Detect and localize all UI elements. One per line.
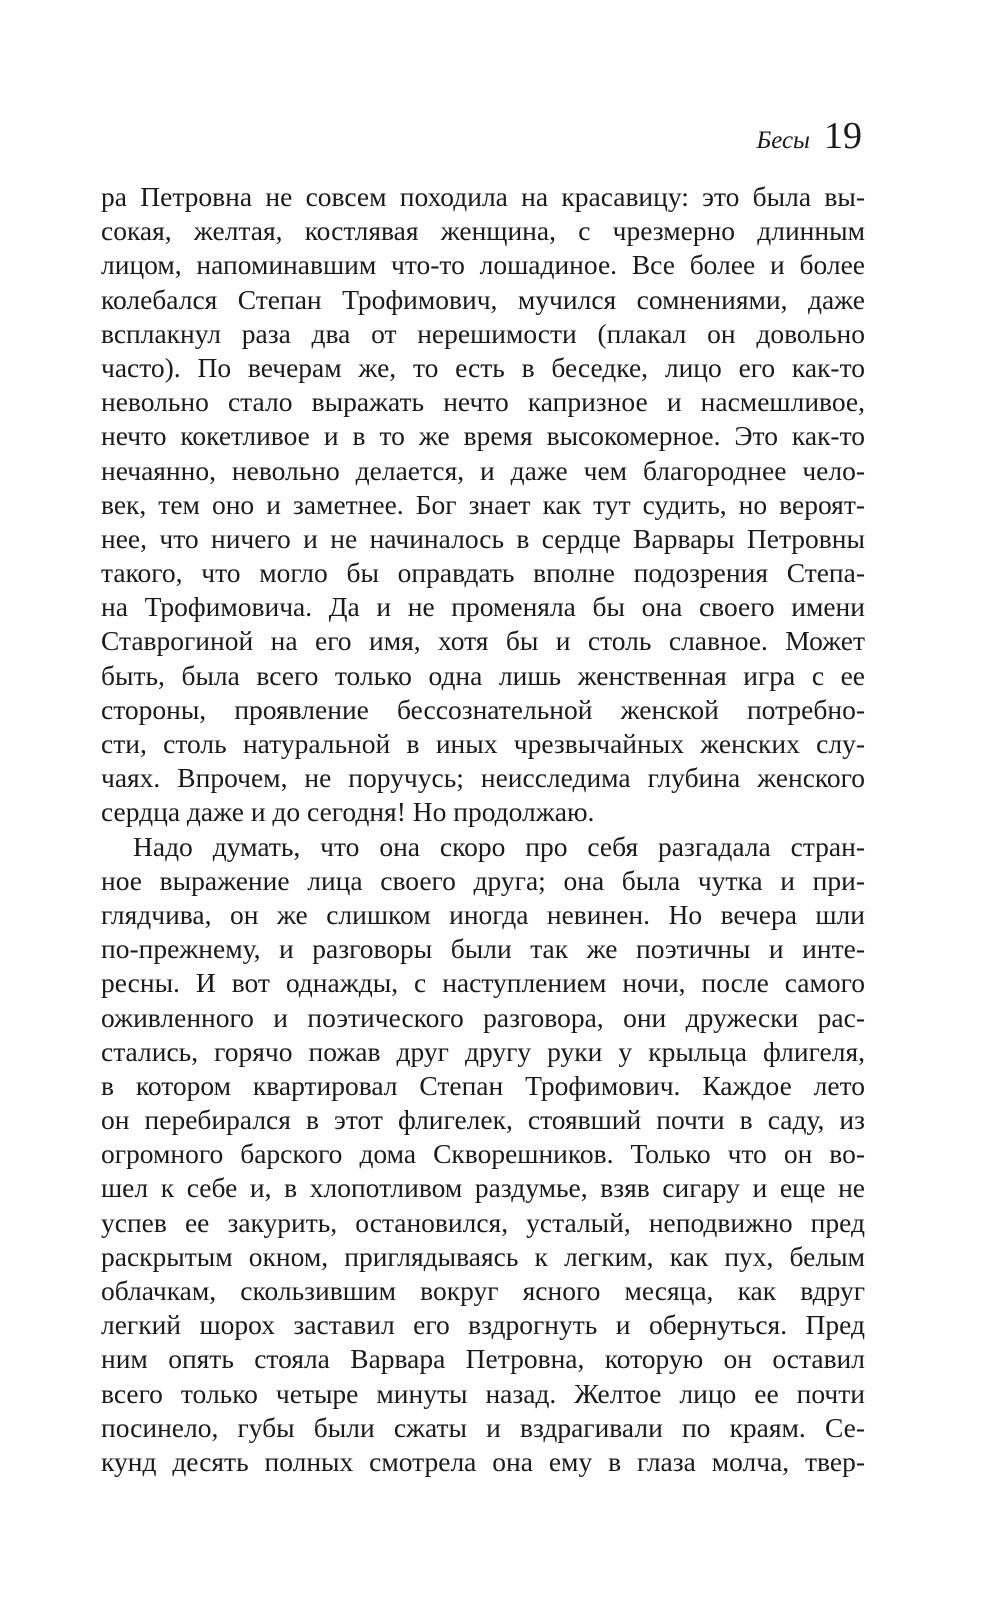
text-line: по-прежнему, и разговоры были так же поэтичны и инте- bbox=[101, 933, 865, 965]
text-line: успев ее закурить, остановился, усталый, неподвижно пред bbox=[101, 1206, 865, 1238]
text-line: часто). По вечерам же, то есть в беседке, лицо его как-то bbox=[101, 351, 865, 383]
text-line: век, тем оно и заметнее. Бог знает как тут судить, но вероят- bbox=[101, 488, 865, 520]
text-line: сокая, желтая, костлявая женщина, с чрезмерно длинным bbox=[101, 215, 865, 247]
text-line: сердца даже и до сегодня! Но продолжаю. bbox=[101, 796, 595, 828]
text-line: ра Петровна не совсем походила на красавицу: это была вы- bbox=[101, 181, 865, 212]
text-line: сти, столь натуральной в иных чрезвычайных женских слу- bbox=[101, 728, 865, 759]
running-head bbox=[756, 114, 862, 158]
text-line: чаях. Впрочем, не поручусь; неисследима глубина женского bbox=[101, 762, 865, 794]
text-line: кунд десять полных смотрела она ему в глаза молча, твер- bbox=[101, 1445, 865, 1477]
text-line: огромного барского дома Скворешников. Только что он во- bbox=[101, 1138, 865, 1170]
body-text bbox=[101, 180, 865, 1479]
paragraph-1 bbox=[101, 180, 865, 830]
text-line: нечаянно, невольно делается, и даже чем благороднее чело- bbox=[101, 454, 865, 486]
text-line: ное выражение лица своего друга; она была чутка и при- bbox=[101, 864, 865, 896]
paragraph-2 bbox=[101, 830, 865, 1480]
text-line: Ставрогиной на его имя, хотя бы и столь славное. Может bbox=[101, 625, 865, 657]
text-line: он перебирался в этот флигелек, стоявший почти в саду, из bbox=[101, 1104, 865, 1136]
text-line: шел к себе и, в хлопотливом раздумье, взяв сигару и еще не bbox=[101, 1172, 865, 1204]
text-line: такого, что могло бы оправдать вполне подозрения Степа- bbox=[101, 557, 865, 589]
text-line: невольно стало выражать нечто капризное и насмешливое, bbox=[101, 386, 865, 418]
text-line: посинело, губы были сжаты и вздрагивали по краям. Се- bbox=[101, 1411, 865, 1443]
text-line: в котором квартировал Степан Трофимович. Каждое лето bbox=[101, 1069, 865, 1101]
text-line: стались, горячо пожав друг другу руки у крыльца флигеля, bbox=[101, 1035, 865, 1067]
text-line: глядчива, он же слишком иногда невинен. Но вечера шли bbox=[101, 898, 865, 930]
text-line: всплакнул раза два от нерешимости (плакал он довольно bbox=[101, 317, 865, 349]
text-line: нее, что ничего и не начиналось в сердце Варвары Петровны bbox=[101, 522, 865, 554]
text-line: Надо думать, что она скоро про себя разгадала стран- bbox=[133, 830, 865, 862]
text-line: раскрытым окном, приглядываясь к легким, как пух, белым bbox=[101, 1240, 865, 1272]
text-line: быть, была всего только одна лишь женственная игра с ее bbox=[101, 659, 865, 691]
text-line: ресны. И вот однажды, с наступлением ночи, после самого bbox=[101, 967, 865, 999]
text-line: лицом, напоминавшим что-то лошадиное. Все более и более bbox=[101, 249, 865, 281]
text-line: колебался Степан Трофимович, мучился сомнениями, даже bbox=[101, 283, 865, 315]
text-line: стороны, проявление бессознательной женской потребно- bbox=[101, 693, 865, 725]
text-line: оживленного и поэтического разговора, они дружески рас- bbox=[101, 1001, 865, 1033]
text-line: всего только четыре минуты назад. Желтое лицо ее почти bbox=[101, 1377, 865, 1409]
page-number: 19 bbox=[824, 115, 862, 157]
text-line: нечто кокетливое и в то же время высокомерное. Это как-то bbox=[101, 420, 865, 452]
text-line: ним опять стояла Варвара Петровна, которую он оставил bbox=[101, 1343, 865, 1375]
text-line: легкий шорох заставил его вздрогнуть и обернуться. Пред bbox=[101, 1309, 865, 1341]
book-title: Бесы bbox=[756, 127, 810, 154]
text-line: облачкам, скользившим вокруг ясного месяца, как вдруг bbox=[101, 1275, 865, 1306]
text-line: на Трофимовича. Да и не променяла бы она своего имени bbox=[101, 591, 865, 623]
